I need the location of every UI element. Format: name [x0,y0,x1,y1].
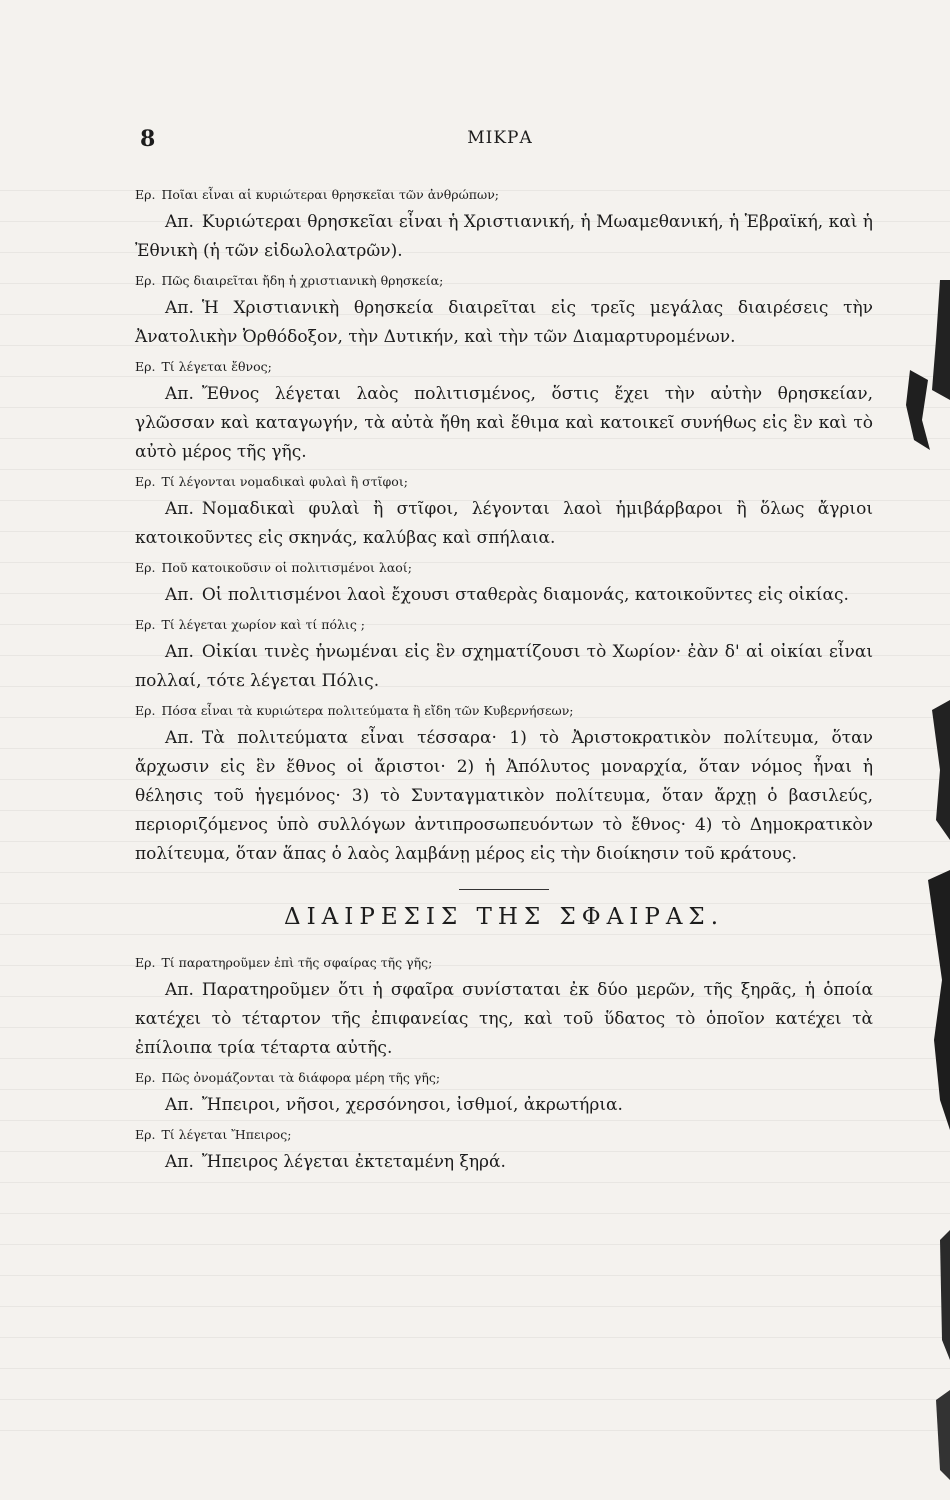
answer-7: Απ. Τὰ πολιτεύματα εἶναι τέσσαρα· 1) τὸ Ἀριστοκρατικὸν πολίτευμα, ὅταν ἄρχωσιν εἰς ἓν ἔθνος οἱ ἄριστοι· 2) ἡ Ἀπόλυτος μοναρχία, ὅταν νόμος ἦναι ἡ θέλησις τοῦ ἡγεμόνος· 3) τὸ Συνταγματικὸν πολίτευμα, ὅταν ἄρχῃ ὁ βασιλεύς, περιοριζόμενος ὑπὸ συλλόγων ἀντιπροσωπευόντων τὸ ἔθνος· 4) τὸ Δημοκρατικὸν πολίτευμα, ὅταν ἅπας ὁ λαὸς λαμβάνῃ μέρος εἰς τὴν διοίκησιν τοῦ κράτους. [135,728,873,864]
answer-9: Απ. Ἤπειροι, νῆσοι, χερσόνησοι, ἰσθμοί, ἀκρωτήρια. [165,1095,623,1115]
section-title: ΔΙΑΙΡΕΣΙΣ ΤΗΣ ΣΦΑΙΡΑΣ. [283,904,725,930]
section-divider [459,889,549,890]
question-1: Ερ. Ποῖαι εἶναι αἱ κυριώτεραι θρησκεῖαι τῶν ἀνθρώπων; [135,187,500,202]
main-text [135,180,873,1181]
answer-6: Απ. Οἰκίαι τινὲς ἡνωμέναι εἰς ἓν σχηματίζουσι τὸ Χωρίον· ἐὰν δ' αἱ οἰκίαι εἶναι πολλαί, τότε λέγεται Πόλις. [135,642,873,691]
question-6: Ερ. Τί λέγεται χωρίον καὶ τί πόλις ; [135,617,366,632]
question-2: Ερ. Πῶς διαιρεῖται ἤδη ἡ χριστιανικὴ θρησκεία; [135,273,444,288]
question-8: Ερ. Τί παρατηροῦμεν ἐπὶ τῆς σφαίρας τῆς γῆς; [135,955,433,970]
running-head: ΜΙΚΡΑ [467,128,533,148]
answer-10: Απ. Ἤπειρος λέγεται ἐκτεταμένη ξηρά. [165,1152,506,1172]
question-10: Ερ. Τί λέγεται Ἤπειρος; [135,1127,292,1142]
answer-4: Απ. Νομαδικαὶ φυλαὶ ἢ στῖφοι, λέγονται λαοὶ ἡμιβάρβαροι ἢ ὅλως ἄγριοι κατοικοῦντες εἰς σκηνάς, καλύβας καὶ σπήλαια. [135,499,873,548]
page-number: 8 [140,126,156,152]
answer-3: Απ. Ἔθνος λέγεται λαὸς πολιτισμένος, ὅστις ἔχει τὴν αὐτὴν θρησκείαν, γλῶσσαν καὶ καταγωγήν, τὰ αὐτὰ ἤθη καὶ ἔθιμα καὶ κατοικεῖ συνήθως εἰς ἓν καὶ τὸ αὐτὸ μέρος τῆς γῆς. [135,384,873,462]
answer-8: Απ. Παρατηροῦμεν ὅτι ἡ σφαῖρα συνίσταται ἐκ δύο μερῶν, τῆς ξηρᾶς, ἡ ὁποία κατέχει τὸ τέταρτον τῆς ἐπιφανείας της, καὶ τοῦ ὕδατος τὸ ὁποῖον κατέχει τὰ ἐπίλοιπα τρία τέταρτα αὐτῆς. [135,980,873,1058]
answer-2: Απ. Ἡ Χριστιανικὴ θρησκεία διαιρεῖται εἰς τρεῖς μεγάλας διαιρέσεις τὴν Ἀνατολικὴν Ὀρθόδοξον, τὴν Δυτικήν, καὶ τὴν τῶν Διαμαρτυρομένων. [135,298,873,347]
question-7: Ερ. Πόσα εἶναι τὰ κυριώτερα πολιτεύματα ἢ εἴδη τῶν Κυβερνήσεων; [135,703,574,718]
question-5: Ερ. Ποῦ κατοικοῦσιν οἱ πολιτισμένοι λαοί; [135,560,412,575]
question-4: Ερ. Τί λέγονται νομαδικαὶ φυλαὶ ἢ στῖφοι; [135,474,408,489]
answer-1: Απ. Κυριώτεραι θρησκεῖαι εἶναι ἡ Χριστιανική, ἡ Μωαμεθανική, ἡ Ἑβραϊκή, καὶ ἡ Ἐθνικὴ (ἡ τῶν εἰδωλολατρῶν). [135,212,873,261]
page-header [130,126,870,156]
question-3: Ερ. Τί λέγεται ἔθνος; [135,359,272,374]
question-9: Ερ. Πῶς ὀνομάζονται τὰ διάφορα μέρη τῆς γῆς; [135,1070,441,1085]
answer-5: Απ. Οἱ πολιτισμένοι λαοὶ ἔχουσι σταθερὰς διαμονάς, κατοικοῦντες εἰς οἰκίας. [165,585,849,605]
page-edge-ink-stain [870,280,950,1480]
